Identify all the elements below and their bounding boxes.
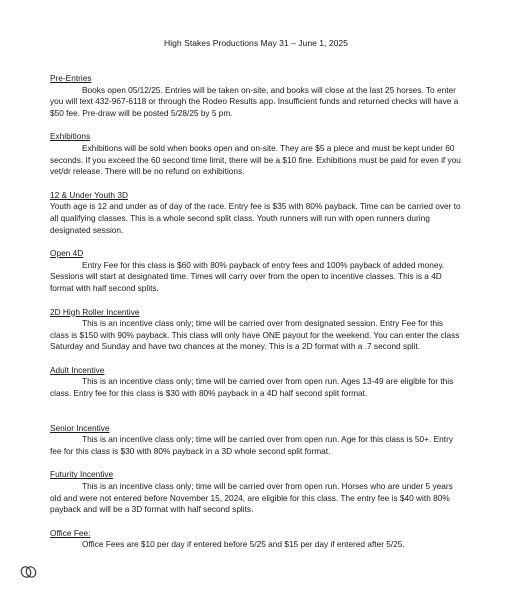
document-title: High Stakes Productions May 31 – June 1, 2025 [164,38,348,48]
section-body: Office Fees are $10 per day if entered before 5/25 and $15 per day if entered after 5/25. [82,539,405,550]
section-open-4d [50,248,462,294]
section-exhibitions [50,131,462,177]
section-adult-incentive [50,365,462,400]
section-heading: Exhibitions [50,131,91,142]
section-heading: Pre-Entries [50,73,92,83]
section-heading: Senior Incentive [50,422,110,433]
interlocking-loops-logo-icon [20,565,37,579]
section-senior-incentive [50,423,462,458]
section-heading: 12 & Under Youth 3D [50,189,128,200]
section-body: Entry Fee for this class is $60 with 80% payback of entry fees and 100% payback of added money. Sessions will start at designated time. Times will carry over from the open to incentive classes. This is a 4D format with half second splits. [50,259,445,293]
section-heading: Open 4D [50,248,84,259]
section-heading: Office Fee: [50,527,91,538]
section-pre-entries [50,73,462,119]
section-high-roller [50,307,462,353]
section-body: This is an incentive class only; time will be carried over from open run. Horses who are under 5 years old and were not entered before November 15, 2024, are eligible for this class. The entry fee is $40 with 80% payback and will be a 3D format with half second splits. [50,481,453,515]
section-body: This is an incentive class only; time will be carried over from open run. Age for this class is 50+. Entry fee for this class is $30 with 80% payback in a 3D whole second split format. [50,434,453,456]
section-body: Exhibitions will be sold when books open and on-site. They are $5 a piece and must be kept under 60 seconds. If you exceed the 60 second time limit, there will be a $10 fine. Exhibitions must be paid for even if you vet/dr release. There will be no refund on exhibitions. [50,142,461,177]
section-body: Youth age is 12 and under as of day of the race. Entry fee is $35 with 80% payback. Time can be carried over to all qualifying classes. This is a whole second split class. Youth runners will run with open runners during designated session. [50,201,461,235]
section-futurity-incentive [50,469,462,515]
section-heading: 2D High Roller Incentive [50,306,140,317]
section-heading: Futurity Incentive [50,469,114,480]
section-youth-3d [50,190,462,236]
section-body: This is an incentive class only; time will be carried over from open run. Ages 13-49 are eligible for this class. Entry fee for this class is $30 with 80% payback in a 4D half second split format. [50,376,454,399]
section-body: This is an incentive class only; time will be carried over from designated session. Entry Fee for this class is $150 with 90% payback. This class will only have ONE payout for the weekend. You can enter the class Saturday and Sunday and have two chances at the money. This is a 2D format with a .7 second split. [50,318,460,352]
section-office-fee [50,528,462,551]
section-heading: Adult Incentive [50,364,105,375]
section-body: Books open 05/12/25. Entries will be taken on-site, and books will close at the last 25 horses. To enter you will text 432-967-6118 or through the Rodeo Results app. Insufficient funds and returned checks will have a $50 fee. Pre-draw will be posted 5/28/25 by 5 pm. [50,84,459,118]
